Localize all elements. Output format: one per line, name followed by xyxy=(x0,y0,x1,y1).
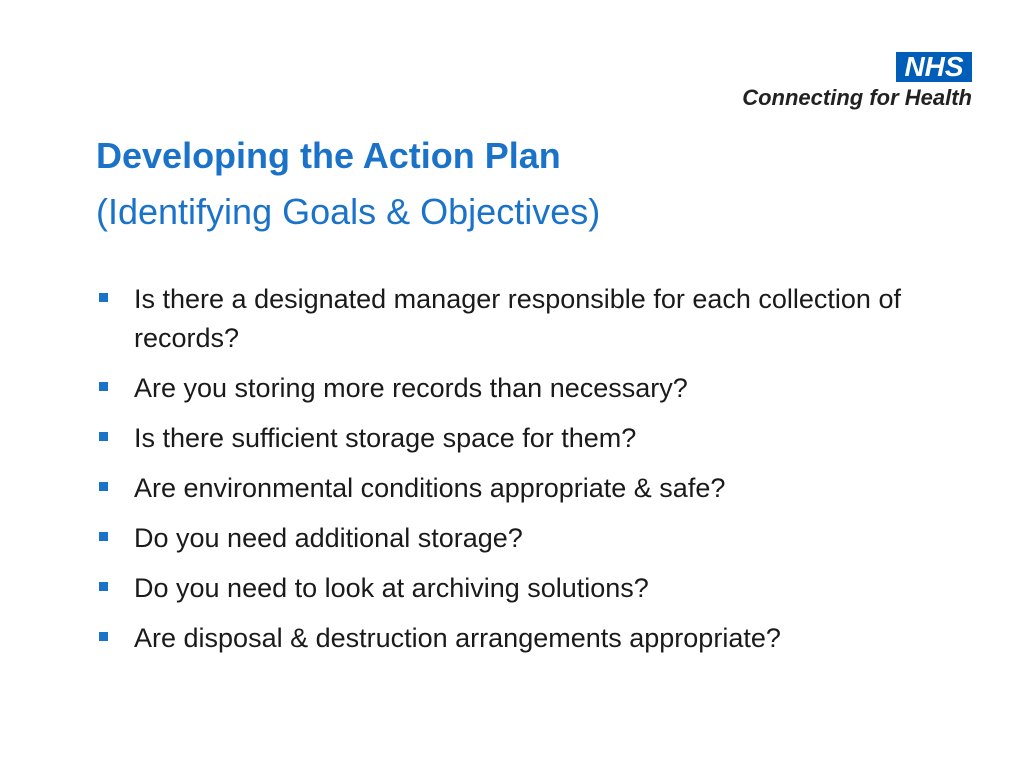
nhs-logo xyxy=(692,52,972,114)
square-bullet-icon xyxy=(99,432,108,441)
bullet-item xyxy=(96,280,966,358)
square-bullet-icon xyxy=(99,532,108,541)
bullet-item xyxy=(96,419,966,458)
bullet-item xyxy=(96,569,966,608)
bullet-item xyxy=(96,469,966,508)
bullet-text: Are you storing more records than necessary? xyxy=(134,373,688,403)
slide-subtitle: (Identifying Goals & Objectives) xyxy=(96,191,601,232)
bullet-text: Do you need additional storage? xyxy=(134,523,523,553)
square-bullet-icon xyxy=(99,293,108,302)
square-bullet-icon xyxy=(99,382,108,391)
bullet-text: Are disposal & destruction arrangements appropriate? xyxy=(134,623,781,653)
bullet-list xyxy=(96,280,966,669)
nhs-badge: NHS xyxy=(896,52,972,82)
square-bullet-icon xyxy=(99,482,108,491)
logo-tagline: Connecting for Health xyxy=(742,85,972,110)
bullet-text: Is there sufficient storage space for them? xyxy=(134,423,637,453)
bullet-item xyxy=(96,519,966,558)
bullet-text: Is there a designated manager responsible for each collection of records? xyxy=(134,284,901,353)
bullet-item xyxy=(96,369,966,408)
bullet-text: Do you need to look at archiving solutions? xyxy=(134,573,649,603)
slide-title: Developing the Action Plan xyxy=(96,135,561,176)
bullet-text: Are environmental conditions appropriate & safe? xyxy=(134,473,726,503)
square-bullet-icon xyxy=(99,582,108,591)
bullet-item xyxy=(96,619,966,658)
square-bullet-icon xyxy=(99,632,108,641)
